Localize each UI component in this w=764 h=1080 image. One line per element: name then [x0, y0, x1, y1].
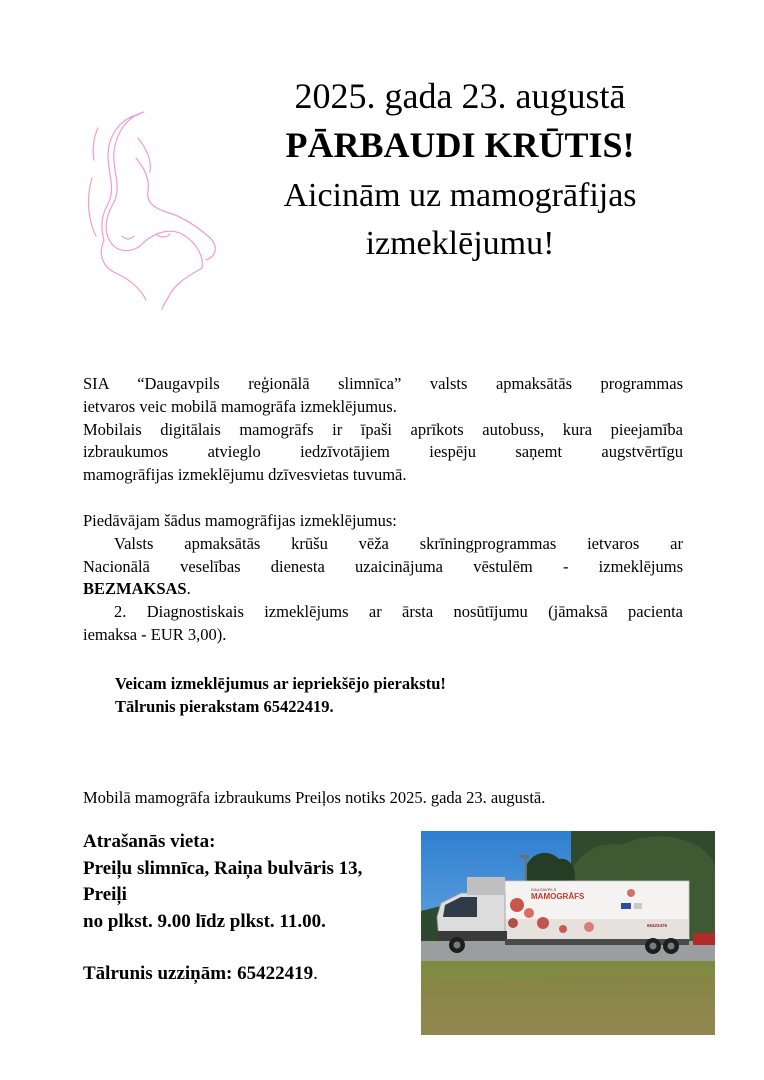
info-phone-end: .	[313, 963, 318, 984]
location-time: no plkst. 9.00 līdz plkst. 11.00.	[83, 910, 326, 932]
appointment-phone: Tālrunis pierakstam 65422419.	[115, 697, 334, 716]
subtitle-line-2: izmeklējumu!	[365, 225, 555, 262]
truck-phone: 65422476	[647, 923, 668, 928]
location-label: Atrašanās vieta:	[83, 831, 216, 852]
truck-brand: MAMOGRĀFS	[531, 892, 585, 901]
mammography-truck-photo	[421, 831, 715, 1035]
subtitle-line-1: Aicinām uz mamogrāfijas	[283, 177, 637, 214]
appointment-line1: Veicam izmeklējumus ar iepriekšējo pierakstu!	[115, 674, 446, 693]
offer-item1-end: .	[186, 579, 191, 599]
truck-brand-top: DAUGAVPILS	[531, 887, 557, 892]
offers-section	[83, 510, 683, 647]
intro-p2-line2: izbraukumos atvieglo iedzīvotājiem iespēju saņemt augstvērtīgu	[83, 442, 683, 462]
offer-item2-line1: 2. Diagnostiskais izmeklējums ar ārsta nosūtījumu (jāmaksā pacienta	[114, 602, 683, 622]
offers-heading: Piedāvājam šādus mamogrāfijas izmeklējumus:	[83, 511, 397, 530]
intro-p1-line1: SIA “Daugavpils reģionālā slimnīca” valsts apmaksātās programmas	[83, 374, 683, 393]
offer-item1-line2: Nacionālā veselības dienesta uzaicinājuma vēstulēm - izmeklējums	[83, 556, 683, 576]
offer-item1-line3	[83, 578, 683, 601]
intro-p2-line3: mamogrāfijas izmeklējumu dzīvesvietas tuvumā.	[83, 465, 407, 485]
info-phone: Tālrunis uzziņām: 65422419	[83, 963, 314, 984]
event-date-heading: 2025. gada 23. augustā	[294, 76, 626, 116]
trip-note: Mobilā mamogrāfa izbraukums Preiļos notiks 2025. gada 23. augustā.	[83, 788, 546, 807]
intro-p2-line1: Mobilais digitālais mamogrāfs ir īpaši aprīkots autobuss, kura pieejamība	[83, 419, 683, 439]
location-block	[83, 829, 413, 935]
location-address: Preiļu slimnīca, Raiņa bulvāris 13,	[83, 857, 363, 879]
free-of-charge-label: BEZMAKSAS	[83, 579, 187, 599]
offer-item2-line2: iemaksa - EUR 3,00).	[83, 624, 227, 644]
info-phone-line	[83, 963, 318, 985]
intro-p1-line2: ietvaros veic mobilā mamogrāfa izmeklējumus.	[83, 396, 397, 416]
page-title: PĀRBAUDI KRŪTIS!	[285, 125, 635, 165]
location-city: Preiļi	[83, 884, 127, 905]
intro-section	[83, 373, 683, 487]
offer-item1-line1: Valsts apmaksātās krūšu vēža skrīningprogrammas ietvaros ar	[114, 533, 683, 553]
appointment-notice	[115, 672, 446, 718]
female-silhouette-logo	[78, 108, 220, 310]
